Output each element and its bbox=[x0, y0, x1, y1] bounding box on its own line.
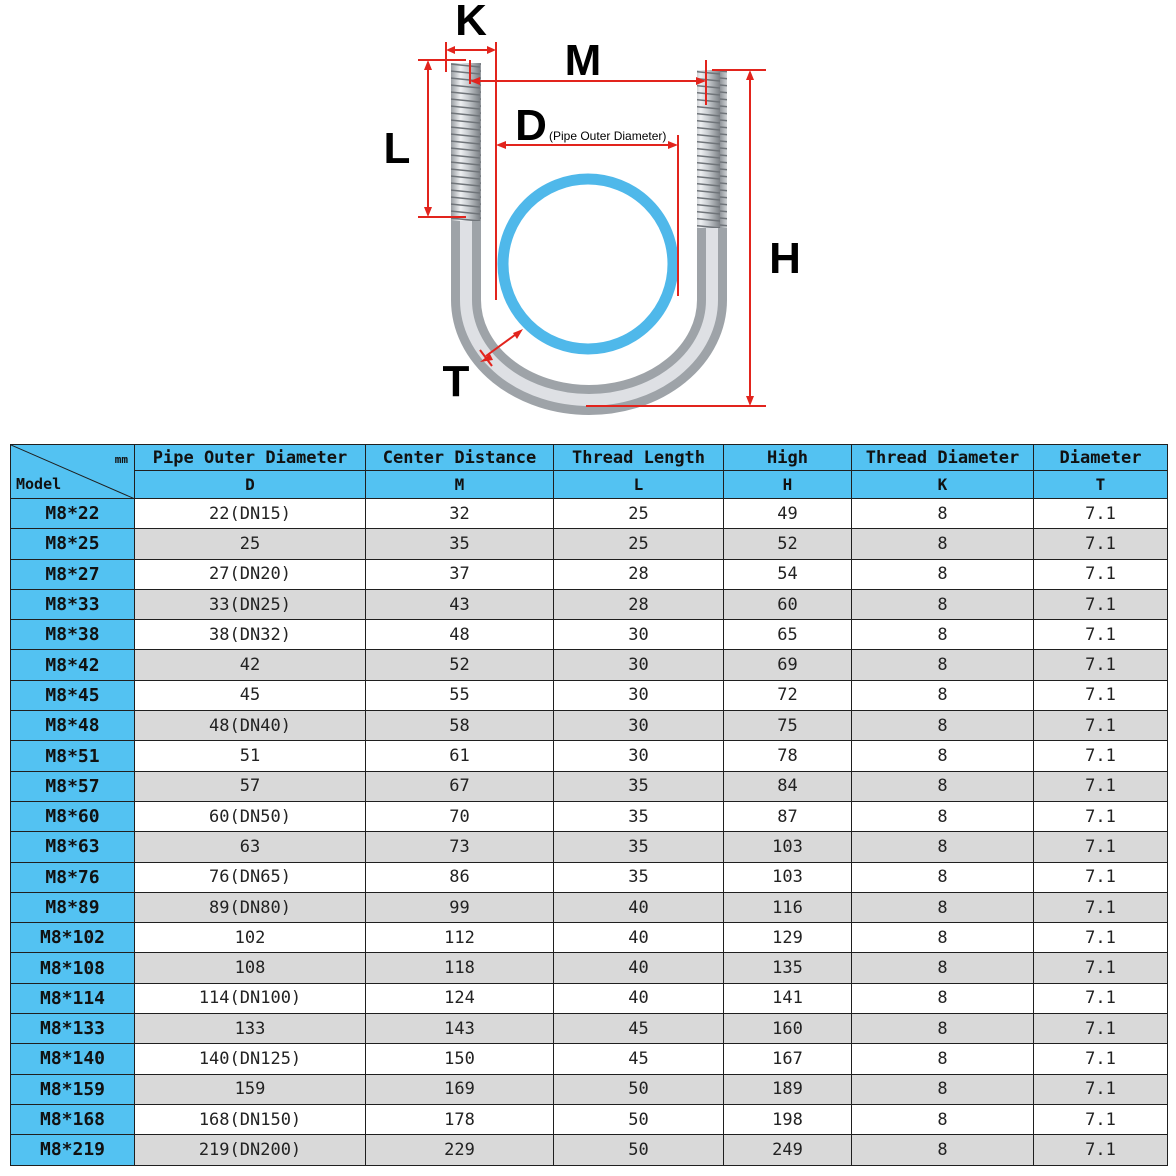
table-row bbox=[11, 1074, 1168, 1104]
cell-t: 7.1 bbox=[1034, 801, 1168, 831]
table-row bbox=[11, 1044, 1168, 1074]
cell-h: 84 bbox=[724, 771, 852, 801]
cell-k: 8 bbox=[852, 771, 1034, 801]
cell-l: 30 bbox=[554, 650, 724, 680]
cell-m: 55 bbox=[366, 680, 554, 710]
cell-h: 129 bbox=[724, 923, 852, 953]
cell-l: 50 bbox=[554, 1135, 724, 1165]
cell-d: 159 bbox=[135, 1074, 366, 1104]
column-symbol: T bbox=[1034, 471, 1168, 499]
cell-l: 40 bbox=[554, 892, 724, 922]
cell-d: 38(DN32) bbox=[135, 620, 366, 650]
cell-d: 25 bbox=[135, 529, 366, 559]
cell-t: 7.1 bbox=[1034, 741, 1168, 771]
label-m: M bbox=[564, 36, 602, 85]
cell-m: 67 bbox=[366, 771, 554, 801]
cell-l: 35 bbox=[554, 801, 724, 831]
cell-d: 48(DN40) bbox=[135, 711, 366, 741]
cell-m: 43 bbox=[366, 589, 554, 619]
cell-t: 7.1 bbox=[1034, 589, 1168, 619]
cell-l: 40 bbox=[554, 953, 724, 983]
cell-t: 7.1 bbox=[1034, 923, 1168, 953]
cell-l: 30 bbox=[554, 741, 724, 771]
model-cell: M8*76 bbox=[11, 862, 135, 892]
column-symbol: H bbox=[724, 471, 852, 499]
table-row bbox=[11, 650, 1168, 680]
cell-m: 58 bbox=[366, 711, 554, 741]
table-row bbox=[11, 680, 1168, 710]
cell-t: 7.1 bbox=[1034, 1104, 1168, 1134]
pipe-circle bbox=[503, 179, 673, 349]
table-row bbox=[11, 892, 1168, 922]
cell-t: 7.1 bbox=[1034, 1014, 1168, 1044]
model-cell: M8*89 bbox=[11, 892, 135, 922]
column-header: High bbox=[724, 445, 852, 471]
cell-k: 8 bbox=[852, 559, 1034, 589]
corner-model: Model bbox=[16, 475, 62, 493]
table-row bbox=[11, 862, 1168, 892]
cell-d: 219(DN200) bbox=[135, 1135, 366, 1165]
cell-k: 8 bbox=[852, 1135, 1034, 1165]
model-cell: M8*42 bbox=[11, 650, 135, 680]
cell-h: 198 bbox=[724, 1104, 852, 1134]
model-cell: M8*51 bbox=[11, 741, 135, 771]
cell-h: 87 bbox=[724, 801, 852, 831]
model-cell: M8*140 bbox=[11, 1044, 135, 1074]
column-symbol: L bbox=[554, 471, 724, 499]
table-row bbox=[11, 1014, 1168, 1044]
table-row bbox=[11, 832, 1168, 862]
cell-k: 8 bbox=[852, 892, 1034, 922]
cell-k: 8 bbox=[852, 923, 1034, 953]
cell-k: 8 bbox=[852, 1104, 1034, 1134]
table-row bbox=[11, 741, 1168, 771]
cell-l: 25 bbox=[554, 529, 724, 559]
cell-h: 60 bbox=[724, 589, 852, 619]
corner-unit: mm bbox=[114, 453, 128, 466]
cell-t: 7.1 bbox=[1034, 499, 1168, 529]
cell-l: 28 bbox=[554, 559, 724, 589]
model-cell: M8*133 bbox=[11, 1014, 135, 1044]
corner-header bbox=[11, 445, 135, 499]
model-cell: M8*63 bbox=[11, 832, 135, 862]
cell-t: 7.1 bbox=[1034, 1135, 1168, 1165]
cell-k: 8 bbox=[852, 1044, 1034, 1074]
cell-d: 22(DN15) bbox=[135, 499, 366, 529]
cell-l: 30 bbox=[554, 711, 724, 741]
cell-h: 54 bbox=[724, 559, 852, 589]
cell-l: 30 bbox=[554, 620, 724, 650]
cell-t: 7.1 bbox=[1034, 953, 1168, 983]
cell-h: 116 bbox=[724, 892, 852, 922]
cell-h: 167 bbox=[724, 1044, 852, 1074]
model-cell: M8*168 bbox=[11, 1104, 135, 1134]
table-row bbox=[11, 620, 1168, 650]
table-row bbox=[11, 589, 1168, 619]
table-row bbox=[11, 711, 1168, 741]
table-row bbox=[11, 1104, 1168, 1134]
cell-d: 60(DN50) bbox=[135, 801, 366, 831]
cell-d: 140(DN125) bbox=[135, 1044, 366, 1074]
cell-k: 8 bbox=[852, 620, 1034, 650]
cell-l: 50 bbox=[554, 1074, 724, 1104]
cell-h: 49 bbox=[724, 499, 852, 529]
cell-m: 35 bbox=[366, 529, 554, 559]
left-thread bbox=[451, 63, 481, 221]
cell-t: 7.1 bbox=[1034, 771, 1168, 801]
cell-m: 73 bbox=[366, 832, 554, 862]
cell-m: 124 bbox=[366, 983, 554, 1013]
spec-table-body bbox=[11, 499, 1168, 1166]
cell-d: 27(DN20) bbox=[135, 559, 366, 589]
cell-d: 76(DN65) bbox=[135, 862, 366, 892]
cell-h: 75 bbox=[724, 711, 852, 741]
cell-l: 25 bbox=[554, 499, 724, 529]
cell-h: 69 bbox=[724, 650, 852, 680]
model-cell: M8*25 bbox=[11, 529, 135, 559]
column-header: Thread Length bbox=[554, 445, 724, 471]
cell-t: 7.1 bbox=[1034, 559, 1168, 589]
column-header: Pipe Outer Diameter bbox=[135, 445, 366, 471]
cell-t: 7.1 bbox=[1034, 983, 1168, 1013]
cell-m: 169 bbox=[366, 1074, 554, 1104]
cell-l: 35 bbox=[554, 771, 724, 801]
cell-k: 8 bbox=[852, 711, 1034, 741]
cell-t: 7.1 bbox=[1034, 620, 1168, 650]
cell-l: 30 bbox=[554, 680, 724, 710]
cell-d: 45 bbox=[135, 680, 366, 710]
cell-d: 133 bbox=[135, 1014, 366, 1044]
cell-m: 99 bbox=[366, 892, 554, 922]
cell-h: 141 bbox=[724, 983, 852, 1013]
table-row bbox=[11, 1135, 1168, 1165]
label-l: L bbox=[383, 124, 411, 173]
cell-l: 50 bbox=[554, 1104, 724, 1134]
model-cell: M8*27 bbox=[11, 559, 135, 589]
cell-m: 86 bbox=[366, 862, 554, 892]
cell-m: 178 bbox=[366, 1104, 554, 1134]
cell-k: 8 bbox=[852, 801, 1034, 831]
table-row bbox=[11, 801, 1168, 831]
column-header: Diameter bbox=[1034, 445, 1168, 471]
column-symbol: D bbox=[135, 471, 366, 499]
cell-d: 89(DN80) bbox=[135, 892, 366, 922]
cell-k: 8 bbox=[852, 680, 1034, 710]
cell-k: 8 bbox=[852, 741, 1034, 771]
cell-k: 8 bbox=[852, 983, 1034, 1013]
model-cell: M8*114 bbox=[11, 983, 135, 1013]
cell-t: 7.1 bbox=[1034, 650, 1168, 680]
cell-k: 8 bbox=[852, 832, 1034, 862]
cell-l: 40 bbox=[554, 983, 724, 1013]
table-row bbox=[11, 559, 1168, 589]
model-cell: M8*102 bbox=[11, 923, 135, 953]
cell-t: 7.1 bbox=[1034, 1044, 1168, 1074]
cell-h: 189 bbox=[724, 1074, 852, 1104]
cell-m: 143 bbox=[366, 1014, 554, 1044]
cell-m: 32 bbox=[366, 499, 554, 529]
cell-k: 8 bbox=[852, 499, 1034, 529]
label-d-note: (Pipe Outer Diameter) bbox=[549, 129, 667, 143]
cell-h: 72 bbox=[724, 680, 852, 710]
column-header: Thread Diameter bbox=[852, 445, 1034, 471]
cell-h: 249 bbox=[724, 1135, 852, 1165]
table-row bbox=[11, 953, 1168, 983]
cell-m: 118 bbox=[366, 953, 554, 983]
cell-m: 52 bbox=[366, 650, 554, 680]
cell-m: 150 bbox=[366, 1044, 554, 1074]
cell-d: 33(DN25) bbox=[135, 589, 366, 619]
model-cell: M8*219 bbox=[11, 1135, 135, 1165]
cell-k: 8 bbox=[852, 529, 1034, 559]
cell-d: 57 bbox=[135, 771, 366, 801]
model-cell: M8*48 bbox=[11, 711, 135, 741]
cell-t: 7.1 bbox=[1034, 711, 1168, 741]
cell-m: 112 bbox=[366, 923, 554, 953]
model-cell: M8*108 bbox=[11, 953, 135, 983]
label-h: H bbox=[769, 234, 801, 283]
cell-m: 61 bbox=[366, 741, 554, 771]
cell-l: 28 bbox=[554, 589, 724, 619]
cell-m: 229 bbox=[366, 1135, 554, 1165]
cell-d: 51 bbox=[135, 741, 366, 771]
model-cell: M8*45 bbox=[11, 680, 135, 710]
cell-t: 7.1 bbox=[1034, 862, 1168, 892]
cell-d: 114(DN100) bbox=[135, 983, 366, 1013]
cell-l: 35 bbox=[554, 832, 724, 862]
table-row bbox=[11, 499, 1168, 529]
cell-t: 7.1 bbox=[1034, 832, 1168, 862]
u-bolt-diagram bbox=[0, 0, 1176, 440]
cell-l: 35 bbox=[554, 862, 724, 892]
cell-k: 8 bbox=[852, 1074, 1034, 1104]
spec-table bbox=[10, 444, 1168, 1166]
table-row bbox=[11, 983, 1168, 1013]
label-k: K bbox=[455, 0, 487, 45]
model-cell: M8*60 bbox=[11, 801, 135, 831]
model-cell: M8*57 bbox=[11, 771, 135, 801]
cell-h: 52 bbox=[724, 529, 852, 559]
model-cell: M8*33 bbox=[11, 589, 135, 619]
cell-l: 45 bbox=[554, 1014, 724, 1044]
column-symbol: K bbox=[852, 471, 1034, 499]
cell-d: 168(DN150) bbox=[135, 1104, 366, 1134]
column-symbol: M bbox=[366, 471, 554, 499]
cell-l: 40 bbox=[554, 923, 724, 953]
cell-m: 37 bbox=[366, 559, 554, 589]
cell-k: 8 bbox=[852, 650, 1034, 680]
cell-m: 70 bbox=[366, 801, 554, 831]
table-row bbox=[11, 923, 1168, 953]
model-cell: M8*38 bbox=[11, 620, 135, 650]
cell-h: 135 bbox=[724, 953, 852, 983]
cell-h: 160 bbox=[724, 1014, 852, 1044]
cell-h: 103 bbox=[724, 832, 852, 862]
cell-d: 42 bbox=[135, 650, 366, 680]
cell-d: 63 bbox=[135, 832, 366, 862]
cell-d: 108 bbox=[135, 953, 366, 983]
cell-h: 65 bbox=[724, 620, 852, 650]
table-row bbox=[11, 771, 1168, 801]
cell-m: 48 bbox=[366, 620, 554, 650]
cell-k: 8 bbox=[852, 1014, 1034, 1044]
right-thread bbox=[697, 70, 727, 228]
column-header: Center Distance bbox=[366, 445, 554, 471]
label-d: D bbox=[515, 101, 547, 150]
cell-k: 8 bbox=[852, 589, 1034, 619]
cell-k: 8 bbox=[852, 953, 1034, 983]
model-cell: M8*22 bbox=[11, 499, 135, 529]
cell-k: 8 bbox=[852, 862, 1034, 892]
cell-d: 102 bbox=[135, 923, 366, 953]
cell-t: 7.1 bbox=[1034, 680, 1168, 710]
table-row bbox=[11, 529, 1168, 559]
cell-t: 7.1 bbox=[1034, 892, 1168, 922]
cell-h: 78 bbox=[724, 741, 852, 771]
cell-h: 103 bbox=[724, 862, 852, 892]
model-cell: M8*159 bbox=[11, 1074, 135, 1104]
cell-t: 7.1 bbox=[1034, 1074, 1168, 1104]
cell-l: 45 bbox=[554, 1044, 724, 1074]
cell-t: 7.1 bbox=[1034, 529, 1168, 559]
label-t: T bbox=[442, 357, 470, 406]
